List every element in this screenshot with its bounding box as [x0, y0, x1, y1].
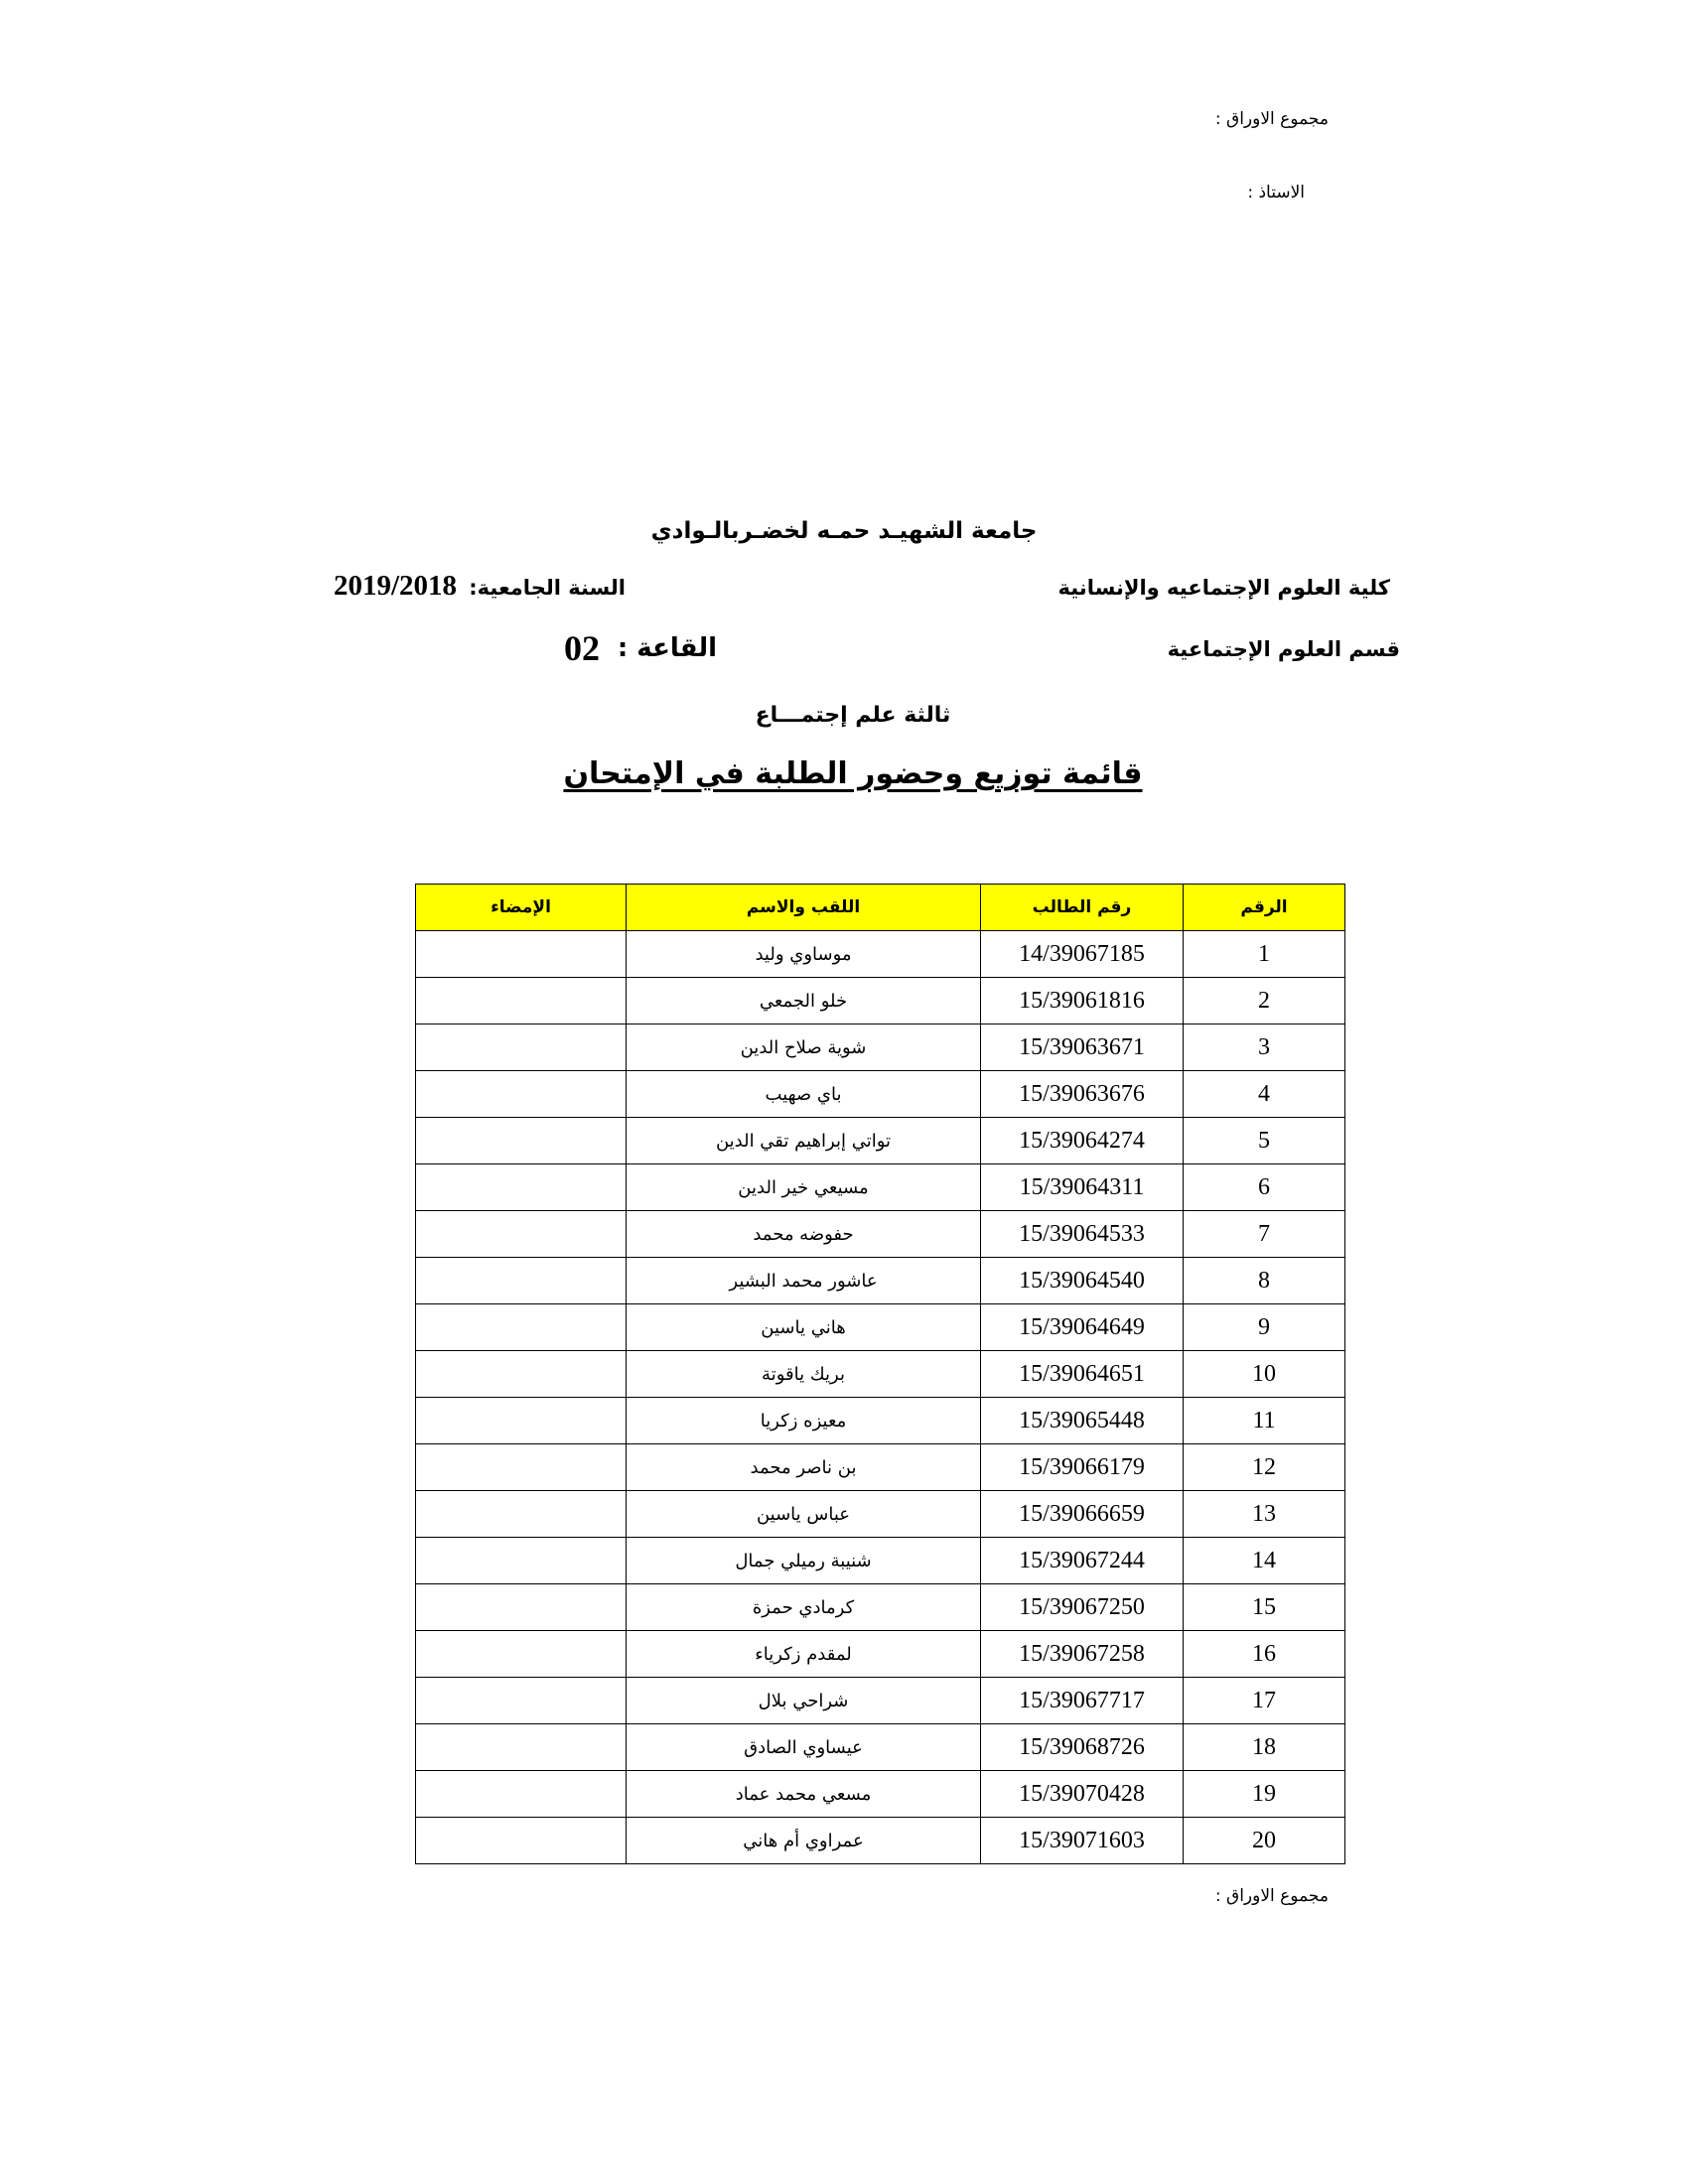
table-row: [416, 1491, 1345, 1538]
signature-cell: [416, 1491, 627, 1538]
col-header-signature: الإمضاء: [416, 885, 627, 931]
student-id-cell: 15/39067244: [981, 1538, 1184, 1584]
row-number-cell: 4: [1184, 1071, 1345, 1118]
hall-value: 02: [564, 628, 600, 668]
professor-label: الاستاذ :: [1247, 183, 1305, 203]
table-row: [416, 1444, 1345, 1491]
signature-cell: [416, 1584, 627, 1631]
row-number-cell: 2: [1184, 978, 1345, 1024]
student-id-cell: 15/39067258: [981, 1631, 1184, 1678]
signature-cell: [416, 1211, 627, 1258]
table-row: [416, 1678, 1345, 1724]
table-row: [416, 1771, 1345, 1818]
hall-label: القاعة :: [617, 633, 717, 663]
student-id-cell: 15/39064311: [981, 1164, 1184, 1211]
table-row: [416, 1258, 1345, 1304]
row-number-cell: 20: [1184, 1818, 1345, 1864]
student-name-cell: شنيبة رميلي جمال: [627, 1538, 981, 1584]
signature-cell: [416, 1678, 627, 1724]
student-name-cell: عيساوي الصادق: [627, 1724, 981, 1771]
student-name-cell: عباس ياسين: [627, 1491, 981, 1538]
table-row: [416, 1304, 1345, 1351]
signature-cell: [416, 1258, 627, 1304]
row-number-cell: 6: [1184, 1164, 1345, 1211]
student-name-cell: لمقدم زكرياء: [627, 1631, 981, 1678]
table-row: [416, 1631, 1345, 1678]
student-id-cell: 14/39067185: [981, 931, 1184, 978]
student-id-cell: 15/39066179: [981, 1444, 1184, 1491]
student-id-cell: 15/39061816: [981, 978, 1184, 1024]
student-id-cell: 15/39063676: [981, 1071, 1184, 1118]
table-row: [416, 1398, 1345, 1444]
academic-year-label: السنة الجامعية:: [469, 576, 626, 600]
table-row: [416, 1164, 1345, 1211]
row-number-cell: 19: [1184, 1771, 1345, 1818]
signature-cell: [416, 1631, 627, 1678]
row-number-cell: 5: [1184, 1118, 1345, 1164]
signature-cell: [416, 1071, 627, 1118]
signature-cell: [416, 1538, 627, 1584]
student-name-cell: عمراوي أم هاني: [627, 1818, 981, 1864]
col-header-name: اللقب والاسم: [627, 885, 981, 931]
student-id-cell: 15/39064649: [981, 1304, 1184, 1351]
signature-cell: [416, 1771, 627, 1818]
col-header-student-id: رقم الطالب: [981, 885, 1184, 931]
signature-cell: [416, 1024, 627, 1071]
student-id-cell: 15/39064651: [981, 1351, 1184, 1398]
table-header-row: [416, 885, 1345, 931]
student-id-cell: 15/39068726: [981, 1724, 1184, 1771]
row-number-cell: 14: [1184, 1538, 1345, 1584]
student-name-cell: هاني ياسين: [627, 1304, 981, 1351]
signature-cell: [416, 1444, 627, 1491]
student-id-cell: 15/39070428: [981, 1771, 1184, 1818]
row-number-cell: 8: [1184, 1258, 1345, 1304]
total-sheets-label-top: مجموع الاوراق :: [1214, 109, 1329, 129]
student-id-cell: 15/39065448: [981, 1398, 1184, 1444]
table-row: [416, 1118, 1345, 1164]
signature-cell: [416, 1118, 627, 1164]
student-name-cell: تواتي إبراهيم تقي الدين: [627, 1118, 981, 1164]
row-number-cell: 12: [1184, 1444, 1345, 1491]
table-row: [416, 1211, 1345, 1258]
student-id-cell: 15/39063671: [981, 1024, 1184, 1071]
table-row: [416, 1024, 1345, 1071]
student-name-cell: مسعي محمد عماد: [627, 1771, 981, 1818]
row-number-cell: 10: [1184, 1351, 1345, 1398]
table-row: [416, 1071, 1345, 1118]
row-number-cell: 11: [1184, 1398, 1345, 1444]
student-name-cell: كرمادي حمزة: [627, 1584, 981, 1631]
row-number-cell: 16: [1184, 1631, 1345, 1678]
student-name-cell: موساوي وليد: [627, 931, 981, 978]
attendance-table: [415, 884, 1345, 1864]
signature-cell: [416, 1164, 627, 1211]
student-name-cell: شراحي بلال: [627, 1678, 981, 1724]
university-name: جامعة الشهيـد حمـه لخضـربالـوادي: [650, 518, 1038, 544]
department-name: قسم العلوم الإجتماعية: [1167, 637, 1400, 661]
student-name-cell: خلو الجمعي: [627, 978, 981, 1024]
signature-cell: [416, 1818, 627, 1864]
student-name-cell: حفوضه محمد: [627, 1211, 981, 1258]
table-row: [416, 1818, 1345, 1864]
row-number-cell: 1: [1184, 931, 1345, 978]
page-title: قائمة توزيع وحضور الطلبة في الإمتحان: [563, 756, 1143, 791]
student-id-cell: 15/39064274: [981, 1118, 1184, 1164]
signature-cell: [416, 1351, 627, 1398]
student-name-cell: مسيعي خير الدين: [627, 1164, 981, 1211]
student-id-cell: 15/39071603: [981, 1818, 1184, 1864]
level-label: ثالثة علم إجتمـــاع: [755, 703, 951, 728]
student-id-cell: 15/39067250: [981, 1584, 1184, 1631]
table-row: [416, 1724, 1345, 1771]
row-number-cell: 13: [1184, 1491, 1345, 1538]
signature-cell: [416, 1724, 627, 1771]
row-number-cell: 9: [1184, 1304, 1345, 1351]
row-number-cell: 15: [1184, 1584, 1345, 1631]
student-id-cell: 15/39066659: [981, 1491, 1184, 1538]
row-number-cell: 3: [1184, 1024, 1345, 1071]
table-row: [416, 931, 1345, 978]
total-sheets-label-bottom: مجموع الاوراق :: [1214, 1886, 1329, 1906]
student-name-cell: معيزه زكريا: [627, 1398, 981, 1444]
student-name-cell: عاشور محمد البشير: [627, 1258, 981, 1304]
student-id-cell: 15/39067717: [981, 1678, 1184, 1724]
student-name-cell: بريك ياقوتة: [627, 1351, 981, 1398]
table-row: [416, 1538, 1345, 1584]
table-row: [416, 1351, 1345, 1398]
signature-cell: [416, 1304, 627, 1351]
signature-cell: [416, 978, 627, 1024]
col-header-number: الرقم: [1184, 885, 1345, 931]
student-name-cell: شوية صلاح الدين: [627, 1024, 981, 1071]
academic-year-value: 2019/2018: [334, 570, 458, 602]
row-number-cell: 17: [1184, 1678, 1345, 1724]
signature-cell: [416, 1398, 627, 1444]
row-number-cell: 7: [1184, 1211, 1345, 1258]
student-name-cell: باي صهيب: [627, 1071, 981, 1118]
student-id-cell: 15/39064533: [981, 1211, 1184, 1258]
table-row: [416, 1584, 1345, 1631]
student-id-cell: 15/39064540: [981, 1258, 1184, 1304]
faculty-name: كلية العلوم الإجتماعيه والإنسانية: [1057, 576, 1390, 600]
row-number-cell: 18: [1184, 1724, 1345, 1771]
student-name-cell: بن ناصر محمد: [627, 1444, 981, 1491]
table-row: [416, 978, 1345, 1024]
signature-cell: [416, 931, 627, 978]
